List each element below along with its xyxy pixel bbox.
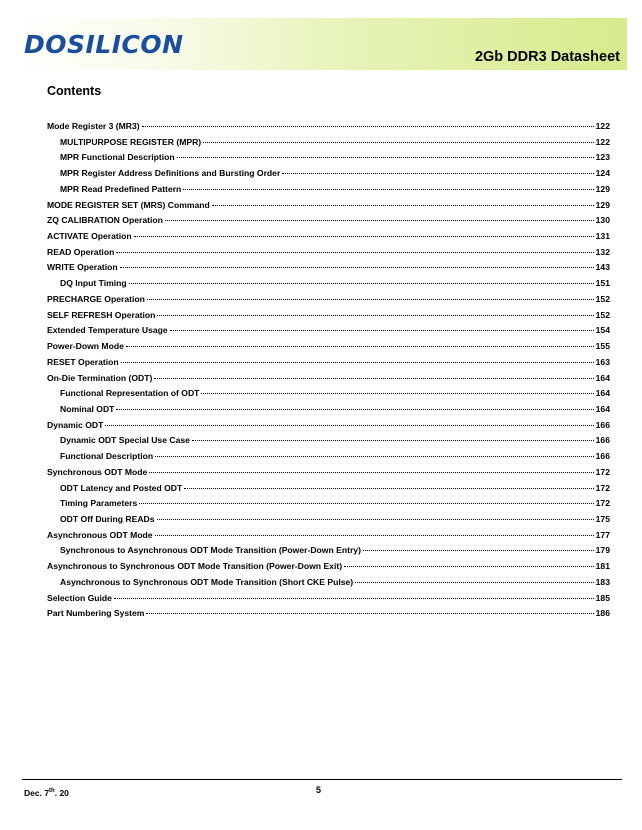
toc-entry[interactable] [47, 135, 610, 151]
toc-entry-title: Asynchronous ODT Mode [47, 529, 153, 540]
toc-dot-leader [154, 378, 593, 379]
toc-entry[interactable] [47, 512, 610, 528]
toc-entry[interactable] [47, 418, 610, 434]
toc-dot-leader [149, 472, 593, 473]
toc-entry-page: 131 [595, 231, 610, 242]
toc-entry[interactable] [47, 119, 610, 135]
toc-entry-title: PRECHARGE Operation [47, 293, 145, 304]
toc-entry[interactable] [47, 465, 610, 481]
toc-entry[interactable] [47, 166, 610, 182]
toc-entry-title: Functional Description [60, 451, 154, 462]
toc-entry-title: READ Operation [47, 246, 115, 257]
toc-dot-leader [147, 299, 594, 300]
footer-rule [22, 779, 622, 780]
toc-entry-page: 186 [595, 608, 610, 619]
toc-dot-leader [355, 582, 593, 583]
toc-entry[interactable] [47, 575, 610, 591]
toc-entry-page: 164 [595, 388, 610, 399]
toc-entry-title: WRITE Operation [47, 262, 118, 273]
toc-entry[interactable] [47, 213, 610, 229]
toc-entry[interactable] [47, 606, 610, 622]
toc-entry[interactable] [47, 245, 610, 261]
toc-entry-title: DQ Input Timing [60, 278, 127, 289]
toc-entry-page: 185 [595, 592, 610, 603]
toc-entry[interactable] [47, 182, 610, 198]
toc-entry-page: 124 [595, 168, 610, 179]
toc-dot-leader [126, 346, 594, 347]
toc-entry[interactable] [47, 402, 610, 418]
toc-dot-leader [192, 440, 594, 441]
toc-entry[interactable] [47, 355, 610, 371]
toc-entry-page: 152 [595, 309, 610, 320]
toc-entry-title: ZQ CALIBRATION Operation [47, 215, 163, 226]
document-title: 2Gb DDR3 Datasheet [474, 49, 620, 65]
toc-entry-title: Synchronous ODT Mode [47, 466, 148, 477]
toc-entry-page: 154 [595, 325, 610, 336]
footer-date [24, 789, 69, 798]
toc-entry-title: MULTIPURPOSE REGISTER (MPR) [60, 136, 202, 147]
toc-dot-leader [183, 189, 593, 190]
toc-entry-title: Asynchronous to Synchronous ODT Mode Transition (Short CKE Pulse) [60, 576, 354, 587]
toc-entry-title: Extended Temperature Usage [47, 325, 168, 336]
footer-date-ordinal: th [49, 788, 55, 795]
toc-dot-leader [155, 535, 594, 536]
toc-entry[interactable] [47, 543, 610, 559]
toc-entry-page: 122 [595, 136, 610, 147]
toc-entry-title: Power-Down Mode [47, 341, 124, 352]
toc-entry-title: Asynchronous to Synchronous ODT Mode Transition (Power-Down Exit) [47, 561, 343, 572]
toc-entry[interactable] [47, 528, 610, 544]
toc-entry[interactable] [47, 433, 610, 449]
toc-dot-leader [344, 566, 594, 567]
toc-dot-leader [105, 425, 593, 426]
toc-dot-leader [165, 220, 594, 221]
toc-entry-page: 143 [595, 262, 610, 273]
toc-entry-page: 164 [595, 372, 610, 383]
toc-entry-title: MODE REGISTER SET (MRS) Command [47, 199, 210, 210]
toc-dot-leader [363, 550, 594, 551]
toc-dot-leader [282, 173, 593, 174]
toc-entry-title: Mode Register 3 (MR3) [47, 121, 140, 131]
toc-dot-leader [157, 315, 593, 316]
toc-entry-page: 163 [595, 356, 610, 367]
toc-entry[interactable] [47, 496, 610, 512]
toc-entry-page: 152 [595, 293, 610, 304]
toc-dot-leader [134, 236, 594, 237]
toc-entry[interactable] [47, 591, 610, 607]
toc-entry-title: Dynamic ODT Special Use Case [60, 435, 190, 446]
toc-entry-title: Nominal ODT [60, 403, 115, 414]
toc-dot-leader [129, 283, 594, 284]
toc-entry-page: 129 [595, 199, 610, 210]
table-of-contents [47, 119, 610, 622]
toc-entry[interactable] [47, 339, 610, 355]
toc-entry-title: MPR Read Predefined Pattern [60, 183, 182, 194]
contents-heading: Contents [47, 84, 102, 98]
toc-entry-page: 175 [595, 513, 610, 524]
toc-entry-page: 132 [595, 246, 610, 257]
toc-entry-title: MPR Register Address Definitions and Bursting Order [60, 168, 281, 179]
toc-dot-leader [177, 157, 594, 158]
toc-entry-page: 151 [595, 278, 610, 289]
toc-entry-page: 123 [595, 152, 610, 163]
toc-dot-leader [201, 393, 593, 394]
toc-entry[interactable] [47, 559, 610, 575]
toc-entry-page: 177 [595, 529, 610, 540]
toc-entry-page: 183 [595, 576, 610, 587]
toc-entry-page: 172 [595, 482, 610, 493]
toc-entry[interactable] [47, 481, 610, 497]
toc-entry-page: 179 [595, 545, 610, 556]
toc-entry-page: 155 [595, 341, 610, 352]
toc-entry[interactable] [47, 308, 610, 324]
toc-dot-leader [121, 362, 594, 363]
toc-entry-title: ODT Latency and Posted ODT [60, 482, 183, 493]
toc-entry-title: SELF REFRESH Operation [47, 309, 156, 320]
footer-date-suffix: . 20 [54, 788, 69, 798]
toc-dot-leader [212, 205, 594, 206]
toc-dot-leader [116, 409, 593, 410]
toc-entry-title: Selection Guide [47, 592, 112, 603]
toc-dot-leader [203, 142, 593, 143]
toc-entry-title: On-Die Termination (ODT) [47, 372, 153, 383]
toc-dot-leader [157, 519, 594, 520]
toc-entry[interactable] [47, 260, 610, 276]
toc-dot-leader [120, 267, 594, 268]
toc-entry-page: 172 [595, 466, 610, 477]
toc-entry-page: 164 [595, 403, 610, 414]
toc-dot-leader [146, 613, 593, 614]
company-logo: DOSILICON [24, 30, 184, 59]
toc-entry[interactable] [47, 449, 610, 465]
toc-entry[interactable] [47, 150, 610, 166]
toc-entry-title: RESET Operation [47, 356, 119, 367]
toc-dot-leader [114, 598, 594, 599]
toc-entry-page: 166 [595, 435, 610, 446]
toc-entry-title: ACTIVATE Operation [47, 231, 132, 242]
toc-entry-title: Functional Representation of ODT [60, 388, 200, 399]
toc-entry-page: 172 [595, 498, 610, 509]
toc-entry-page: 122 [595, 121, 610, 131]
toc-entry-page: 166 [595, 419, 610, 430]
toc-entry[interactable] [47, 276, 610, 292]
toc-entry-title: Part Numbering System [47, 608, 145, 619]
toc-entry[interactable] [47, 371, 610, 387]
toc-entry[interactable] [47, 229, 610, 245]
toc-entry-title: MPR Functional Description [60, 152, 175, 163]
toc-entry[interactable] [47, 292, 610, 308]
footer-date-prefix: Dec. 7 [24, 788, 50, 798]
toc-entry-title: Dynamic ODT [47, 419, 104, 430]
toc-entry-page: 129 [595, 183, 610, 194]
toc-entry-title: ODT Off During READs [60, 513, 155, 524]
toc-dot-leader [142, 126, 594, 127]
toc-entry[interactable] [47, 198, 610, 214]
toc-entry-page: 181 [595, 561, 610, 572]
toc-dot-leader [155, 456, 594, 457]
toc-entry[interactable] [47, 323, 610, 339]
toc-entry[interactable] [47, 386, 610, 402]
toc-entry-title: Synchronous to Asynchronous ODT Mode Transition (Power-Down Entry) [60, 545, 361, 556]
footer-page-number: 5 [316, 785, 322, 795]
toc-entry-title: Timing Parameters [60, 498, 138, 509]
toc-dot-leader [139, 503, 593, 504]
toc-entry-page: 130 [595, 215, 610, 226]
toc-dot-leader [184, 488, 593, 489]
toc-dot-leader [170, 330, 594, 331]
toc-dot-leader [116, 252, 593, 253]
toc-entry-page: 166 [595, 451, 610, 462]
